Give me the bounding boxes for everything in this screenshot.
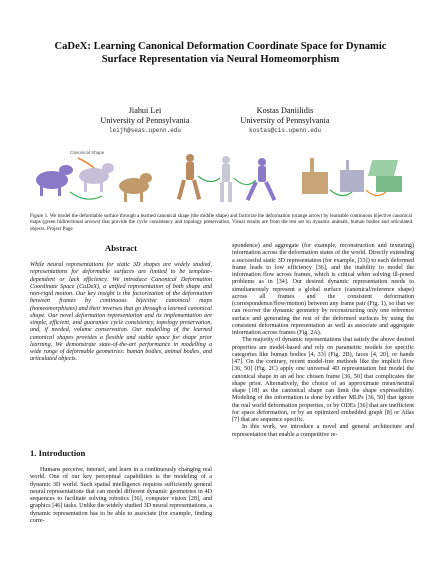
intro-paragraph: Humans perceive, interact, and learn in a continuously changing real world. One of our key perceptual capabilities is the modeling of a dynamic 3D world. Such spatial intelligence requires sufficiently general neural representations that can model different dynamic geometries in 4D sequences to facilitate solving robotics [36], computer vision [28], and graphics [46] tasks. Unlike the widely studied 3D neural representations, a dynamic representation has to be able to associate (for example, finding corre-: [30, 467, 212, 524]
deformation-arrow: [78, 158, 94, 168]
title-line-1: CaDeX: Learning Canonical Deformation Coordinate Space for Dynamic: [54, 41, 387, 52]
teaser-figure: [30, 146, 414, 210]
author-email[interactable]: leijh@seas.upenn.edu: [108, 127, 181, 134]
author-name: Kostas Daniilidis: [256, 106, 314, 115]
author-email[interactable]: kostas@cis.upenn.edu: [248, 127, 321, 134]
figure-caption: Figure 1. We model the deformable surface through a learned canonical shape (the middle shape) and factorize the deformation (orange arrow) by learnable continuous bijective canonical maps (green bidirectional arrows) that provide the cycle consistency and topology preservation. Visual results are from the test set on dynamic animals, human bodies and articulated objects. Project Page: [30, 213, 412, 232]
author-block-1: [70, 106, 220, 136]
right-paragraph-1: spondence) and aggregate (for example, reconstruction and texturing) information across the deformation states of the world. Directly extending a successful static 3D representation (for example, [33]) to each deformed frame leads to low efficiency [36], and the inability to model the information flow across frames, which is critical when solving ill-posed problems as in [34]. Our desired dynamic representation needs to simultaneously represent a global surface (canonical/reference shape) across all frames and the consistent deformation (correspondence/flow/motion) between any frame pair (Fig. 1), so that we can recover the dynamic geometry by reconstructing only one reference surface and generating the rest of the deformed surfaces by using the consistent deformation representation as well as associate and aggregate information across frames (Fig. 2A).: [232, 243, 414, 336]
animal-shapes: [36, 163, 152, 202]
author-affiliation: University of Pennsylvania: [100, 116, 190, 125]
author-block-2: [210, 106, 360, 136]
paper-title: [40, 41, 401, 66]
right-paragraph-2: The majority of dynamic representations that satisfy the above desired properties are model-based and rely on parametric models for specific categories like human bodies [4, 33] (Fig. 2B), faces [4, 20], or hands [47]. On the contrary, recent model-free methods like the implicit flow [36, 50] (Fig. 2C) apply one universal 4D representation but model the canonical shape in an ad hoc chosen frame [36, 50] that complicates the shape prior. Alternatively, the choice of an approximate mean/neutral shape [18] as the canonical shape can limit the shape expressibility. Modeling of the information is done by either MLPs [36, 50] that ignore the real world deformation properties, or by ODEs [36] that are inefficient for space deformation, or by an optimized embedded graph [8] or Atlas [7] that are sequence specific.: [232, 337, 414, 423]
title-line-2: Surface Representation via Neural Homeomorphism: [101, 53, 340, 65]
canonical-shape-label: Canonical Shape: [70, 150, 105, 155]
right-paragraph-3: In this work, we introduce a novel and general architecture and representation that enable a competitive re-: [232, 424, 414, 438]
abstract-heading: Abstract: [105, 243, 137, 253]
right-column-text: [232, 243, 414, 439]
abstract-text: While neural representations for static 3D shapes are widely studied, representations for deformable surfaces are limited to be template-dependent or lack efficiency. We introduce Canonical Deformation Coordinate Space (CaDeX), a unified representation of both shape and non-rigid motion. Our key insight is the factorization of the deformation between frames by continuous bijective canonical maps (homeomorphisms) and their inverses that go through a learned canonical shape. Our novel deformation representation and its implementation are simple, efficient, and guarantee cycle consistency, topology preservation, and, if needed, volume conservation. Our modelling of the learned canonical shapes provides a flexible and stable space for shape prior learning. We demonstrate state-of-the-art performance in modelling a wide range of deformable geometries: human bodies, animal bodies, and articulated objects.: [30, 262, 212, 363]
intro-heading: 1. Introduction: [30, 448, 86, 458]
author-affiliation: University of Pennsylvania: [240, 116, 330, 125]
articulated-objects: [302, 158, 402, 194]
author-name: Jiahui Lei: [128, 106, 162, 115]
human-shapes: [177, 154, 276, 202]
canonical-map-arrow: [70, 192, 102, 199]
intro-text: [30, 467, 212, 525]
